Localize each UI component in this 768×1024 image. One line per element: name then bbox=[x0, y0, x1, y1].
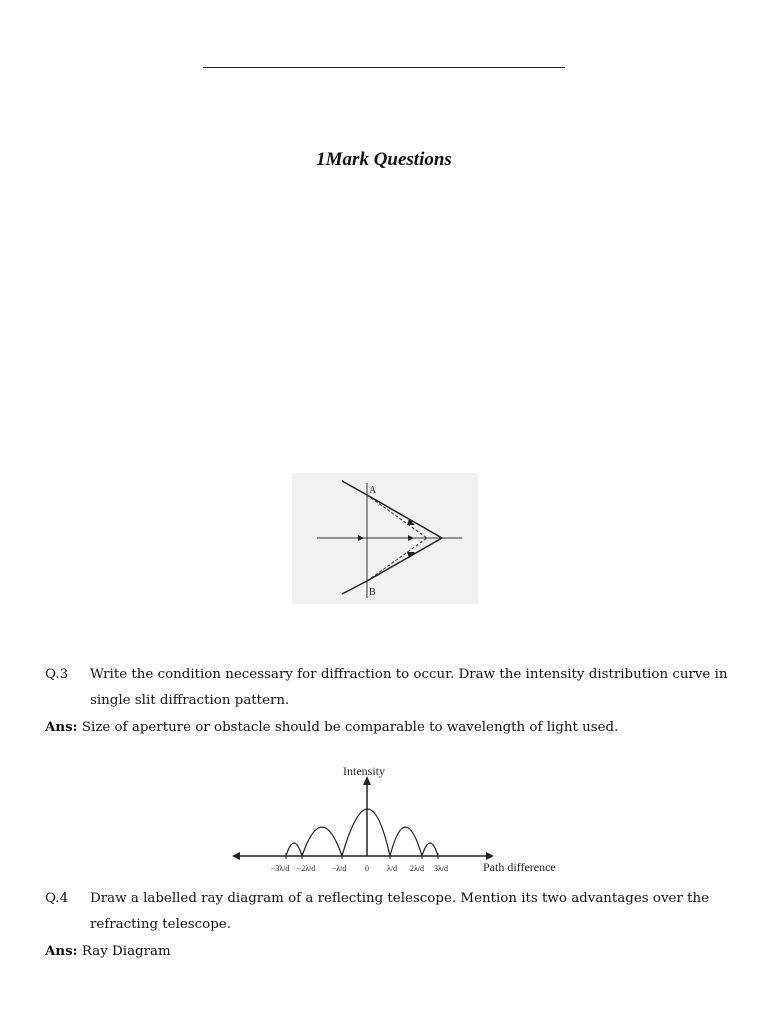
ray-diagram-svg bbox=[292, 473, 478, 604]
intensity-curve-svg bbox=[228, 756, 568, 878]
tick-label: 3λ/d bbox=[433, 864, 449, 873]
tick-label: −2λ/d bbox=[296, 864, 316, 873]
x-axis-label: Path difference bbox=[483, 860, 556, 874]
tick-label: 0 bbox=[365, 864, 369, 873]
question-number: Q.3 bbox=[45, 667, 69, 682]
answer-text: Size of aperture or obstacle should be comparable to wavelength of light used. bbox=[77, 720, 619, 735]
answer-4 bbox=[45, 943, 171, 959]
label-a: A bbox=[369, 485, 377, 496]
y-axis-label: Intensity bbox=[343, 764, 385, 778]
intensity-curve bbox=[286, 809, 438, 856]
x-axis-right-arrow bbox=[486, 852, 494, 860]
answer-text: Ray Diagram bbox=[77, 944, 171, 959]
question-text: Draw a labelled ray diagram of a reflecting telescope. Mention its two advantages over the refracting telescope. bbox=[90, 891, 710, 932]
intensity-distribution-figure bbox=[228, 756, 568, 878]
answer-label: Ans: bbox=[45, 943, 78, 959]
header-rule bbox=[203, 67, 565, 68]
answer-label: Ans: bbox=[45, 719, 78, 735]
question-3 bbox=[45, 662, 728, 714]
tick-label: 2λ/d bbox=[409, 864, 425, 873]
answer-3 bbox=[45, 719, 618, 735]
page-title: 1Mark Questions bbox=[316, 149, 452, 170]
question-4 bbox=[45, 886, 725, 938]
ray-diagram-figure bbox=[292, 473, 478, 604]
tick-label: −λ/d bbox=[331, 864, 347, 873]
question-number: Q.4 bbox=[45, 891, 69, 906]
tick-label: −3λ/d bbox=[270, 864, 290, 873]
label-b: B bbox=[369, 587, 376, 598]
question-text: Write the condition necessary for diffraction to occur. Draw the intensity distribution curve in single slit diffraction pattern. bbox=[90, 667, 728, 708]
tick-label: λ/d bbox=[386, 864, 398, 873]
x-axis-left-arrow bbox=[232, 852, 240, 860]
